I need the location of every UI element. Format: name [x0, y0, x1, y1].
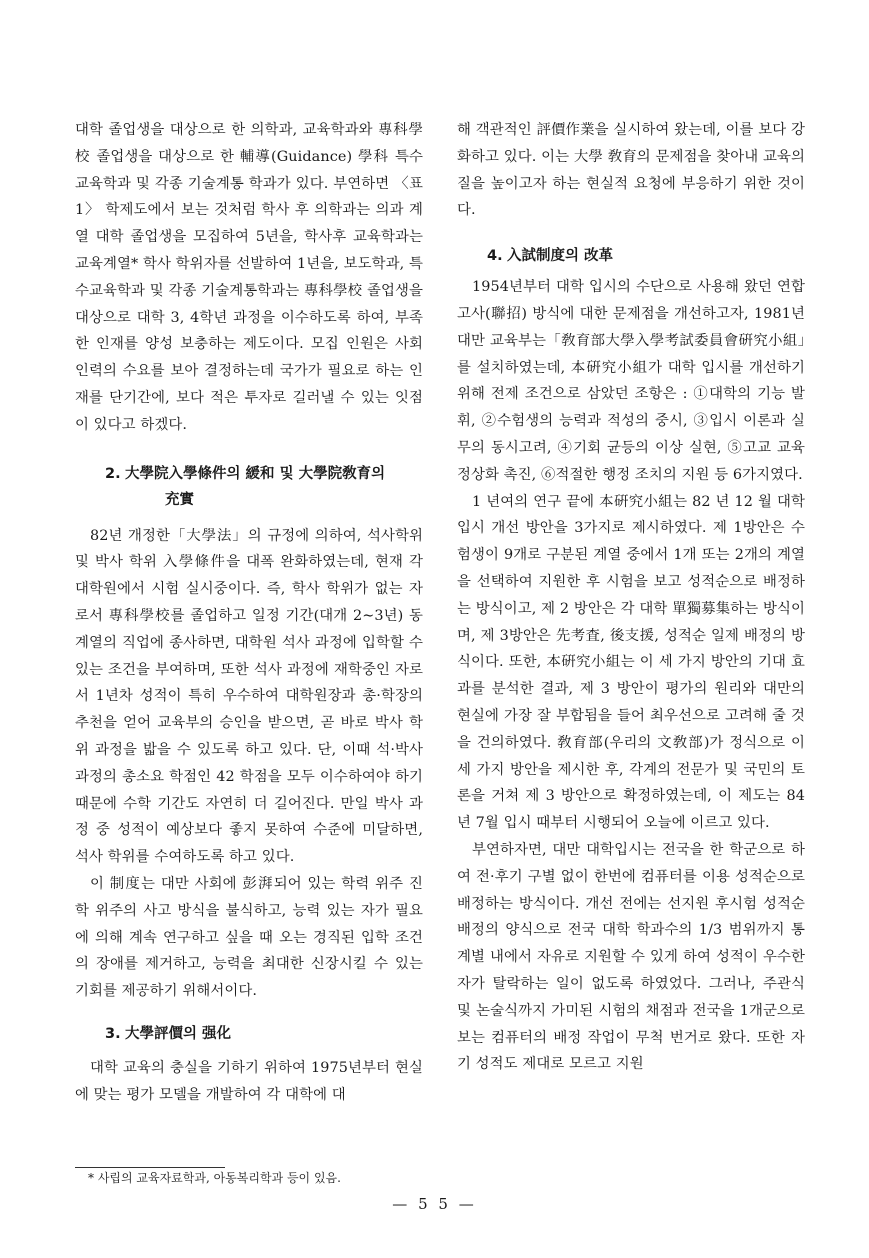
section-2-paragraph-1: 82년 개정한「大學法」의 규정에 의하여, 석사학위 및 박사 학위 入學條件을 대폭 완화하였는데, 현재 각 대학원에서 시험 실시중이다. 즉, 학사 학위가 없는 자로서 專科學校를 졸업하고 일정 기간(대개 2∼3년) 동계열의 직업에 종사하면, 대학원 석사 과정에 입학할 수 있는 조건을 부여하며, 또한 석사 과정에 재학중인 자로서 1년차 성적이 특히 우수하여 대학원장과 총·학장의 추천을 얻어 교육부의 승인을 받으면, 곧 바로 박사 학위 과정을 밟을 수 있도록 하고 있다. 단, 이때 석·박사 과정의 총소요 학점인 42 학점을 모두 이수하여야 하기 때문에 수학 기간도 자연히 더 길어진다. 만일 박사 과정 중 성적이 예상보다 좋지 못하여 수준에 미달하면, 석사 학위를 수여하도록 하고 있다. — [75, 527, 423, 866]
section-2-title-line1: 大學院入學條件의 緩和 및 大學院敎育의 — [125, 465, 386, 482]
section-4-paragraph-3: 부연하자면, 대만 대학입시는 전국을 한 학군으로 하여 전·후기 구별 없이 한번에 컴퓨터를 이용 성적순으로 배정하는 방식이다. 개선 전에는 선지원 후시험 성적순 배정의 양식으로 전국 대학 학과수의 1/3 범위까지 통계별 내에서 자유로 지원할 수 있게 하여 성적이 우수한 자가 탈락하는 일이 없도록 하였었다. 그러나, 주관식 및 논술식까지 가미된 시험의 채점과 전국을 1개군으로 보는 컴퓨터의 배정 작업이 무척 번거로 왔다. 또한 자기 성적도 제대로 모르고 지원 — [457, 841, 805, 1073]
right-column — [457, 117, 805, 1078]
section-4-heading — [457, 243, 805, 269]
section-2-heading — [75, 461, 423, 513]
continuation-paragraph: 해 객관적인 評價作業을 실시하여 왔는데, 이를 보다 강화하고 있다. 이는 大學 敎育의 문제점을 찾아내 교육의 질을 높이고자 하는 현실적 요청에 부응하기 위한 것이다. — [457, 122, 805, 219]
section-4-paragraph-2: 1 년여의 연구 끝에 本硏究小組는 82 년 12 월 대학 입시 개선 방안을 3가지로 제시하였다. 제 1방안은 수험생이 9개로 구분된 계열 중에서 1개 또는 2개의 계열을 선택하여 지원한 후 시험을 보고 성적순으로 배정하는 방식이고, 제 2 방안은 각 대학 單獨募集하는 방식이며, 제 3방안은 先考査, 後支援, 성적순 일제 배정의 방식이다. 또한, 本硏究小組는 이 세 가지 방안의 기대 효과를 분석한 결과, 제 3 방안이 평가의 원리와 대만의 현실에 가장 잘 부합됨을 들어 최우선으로 고려해 줄 것을 건의하였다. 敎育部(우리의 文敎部)가 정식으로 이 세 가지 방안을 제시한 후, 각계의 전문가 및 국민의 토론을 거쳐 제 3 방안으로 확정하였는데, 이 제도는 84년 7월 입시 때부터 시행되어 오늘에 이르고 있다. — [457, 493, 805, 832]
section-3-heading — [75, 1021, 423, 1047]
section-3-title: 大學評價의 强化 — [125, 1025, 232, 1042]
section-2-paragraph-2: 이 制度는 대만 사회에 彭湃되어 있는 학력 위주 진학 위주의 사고 방식을 불식하고, 능력 있는 자가 필요에 의해 계속 연구하고 싶을 때 오는 경직된 입학 조건의 장애를 제거하고, 능력을 최대한 신장시킬 수 있는 기회를 제공하기 위해서이다. — [75, 875, 423, 1000]
section-4-number: 4. — [487, 248, 503, 265]
section-2-title-line2: 充實 — [165, 491, 194, 508]
section-3-number: 3. — [105, 1025, 121, 1042]
section-4-paragraph-1: 1954년부터 대학 입시의 수단으로 사용해 왔던 연합 고사(聯招) 방식에 대한 문제점을 개선하고자, 1981년 대만 교육부는「敎育部大學入學考試委員會硏究小組」를 설치하였는데, 本硏究小組가 대학 입시를 개선하기 위해 전제 조건으로 삼았던 조항은 : ①대학의 기능 발휘, ②수험생의 능력과 적성의 중시, ③입시 이론과 실무의 동시고려, ④기회 균등의 이상 실현, ⑤고교 교육 정상화 촉진, ⑥적절한 행정 조치의 지원 등 6가지였다. — [457, 279, 805, 483]
footnote: * 사립의 교육자료학과, 아동복리학과 등이 있음. — [88, 1171, 341, 1185]
section-4-title: 入試制度의 改革 — [507, 248, 614, 265]
section-2-number: 2. — [105, 465, 121, 482]
intro-paragraph: 대학 졸업생을 대상으로 한 의학과, 교육학과와 專科學校 졸업생을 대상으로 한 輔導(Guidance) 學科 특수 교육학과 및 각종 기술계통 학과가 있다. 부연하면 〈표 1〉 학제도에서 보는 것처럼 학사 후 의학과는 의과 계열 대학 졸업생을 모집하여 5년을, 학사후 교육학과는 교육계열* 학사 학위자를 선발하여 1년을, 보도학과, 특수교육학과 및 각종 기술계통학과는 專科學校 졸업생을 대상으로 대학 3, 4학년 과정을 이수하도록 하여, 부족한 인재를 양성 보충하는 제도이다. 모집 인원은 사회 인력의 수요를 보아 결정하는데 국가가 필요로 하는 인재를 단기간에, 보다 적은 투자로 길러낼 수 있는 잇점이 있다고 하겠다. — [75, 122, 423, 433]
left-column — [75, 117, 423, 1109]
page-number: — 5 5 — — [392, 1195, 477, 1213]
section-3-paragraph: 대학 교육의 충실을 기하기 위하여 1975년부터 현실에 맞는 평가 모델을 개발하여 각 대학에 대 — [75, 1059, 423, 1103]
